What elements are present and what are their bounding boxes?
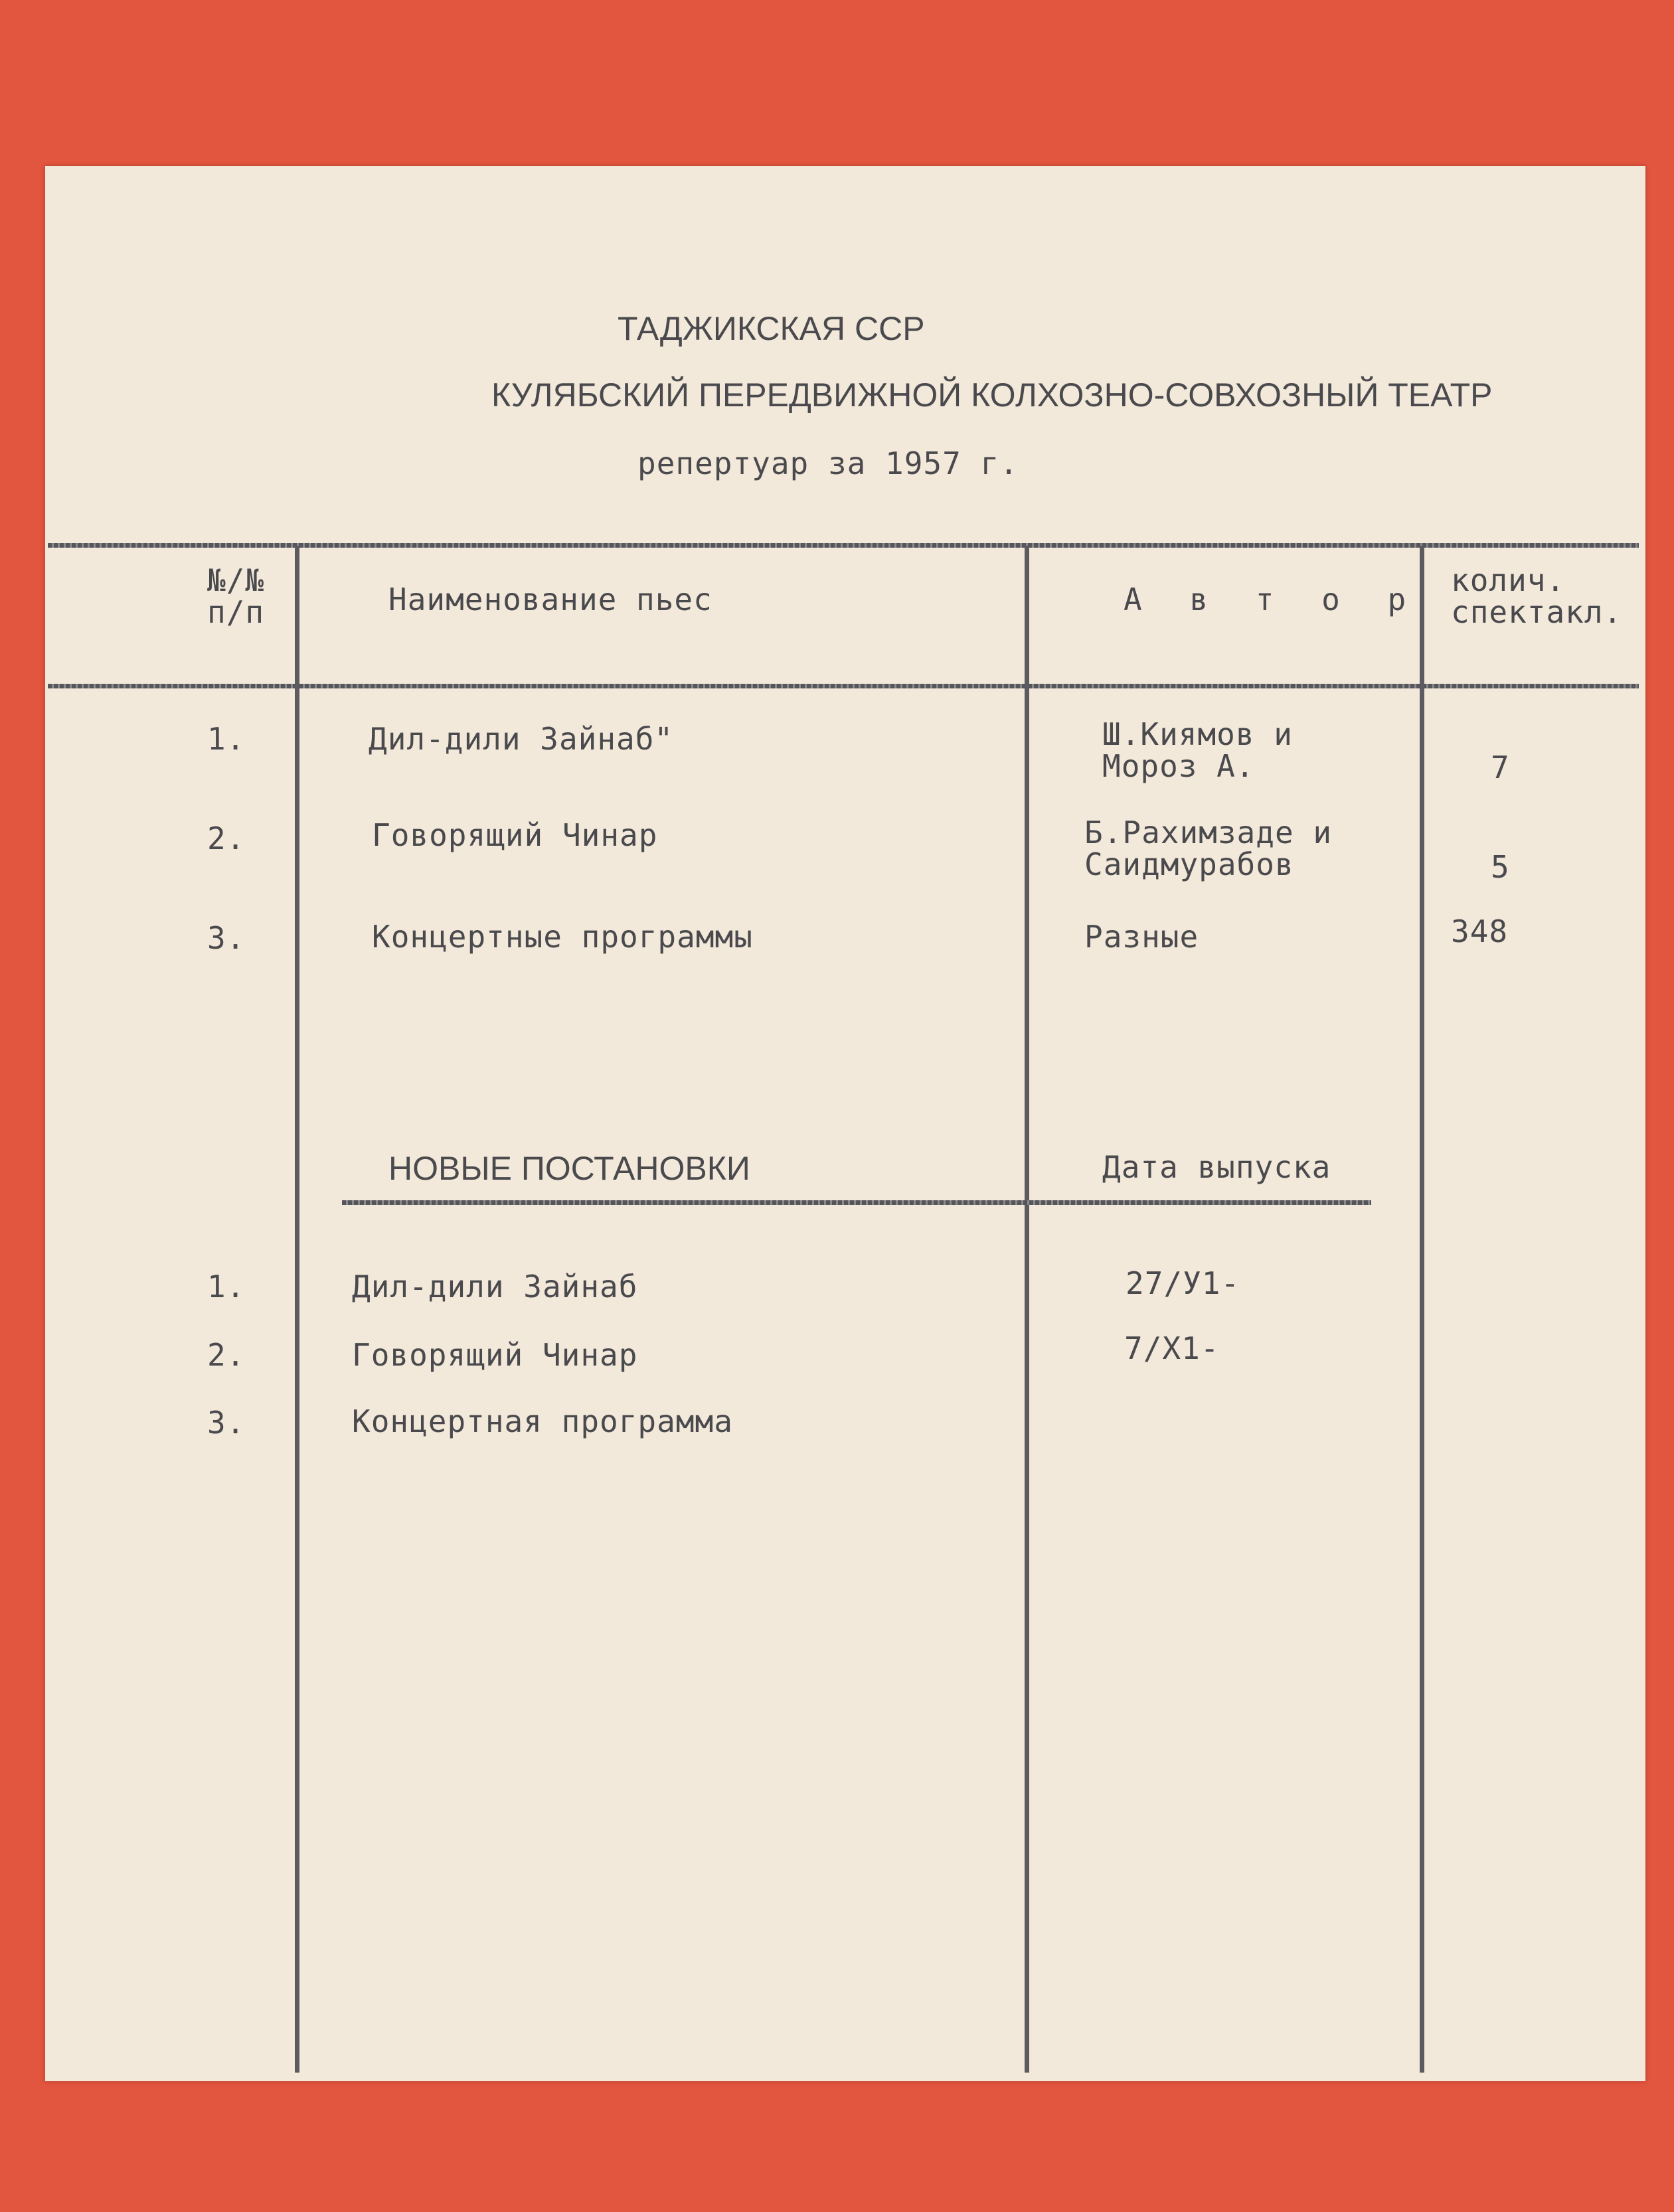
new-row-1-number: 1. — [207, 1269, 246, 1304]
new-row-3-name: Концертная программа — [352, 1403, 733, 1439]
row-1-play-name: Дил-дили Зайнаб" — [369, 721, 674, 757]
table-top-rule — [48, 543, 1639, 548]
row-3-play-name: Концертные программы — [372, 919, 753, 955]
header-play-name: Наименование пьес — [388, 582, 712, 617]
header-performance-count: колич. спектакл. — [1451, 562, 1623, 630]
new-productions-rule — [342, 1200, 1371, 1205]
row-3-author: Разные — [1084, 919, 1199, 955]
header-repertoire-year: репертуар за 1957 г. — [637, 445, 1019, 481]
new-row-3-number: 3. — [207, 1405, 246, 1441]
row-3-number: 3. — [207, 920, 246, 956]
column-divider-author — [1420, 546, 1424, 2073]
row-1-author: Ш.Киямов и Мороз А. — [1102, 716, 1293, 784]
new-row-2-name: Говорящий Чинар — [352, 1337, 638, 1373]
row-2-count: 5 — [1491, 849, 1510, 885]
header-author: А в т о р — [1124, 582, 1421, 617]
new-productions-title: НОВЫЕ ПОСТАНОВКИ — [388, 1150, 750, 1187]
new-row-2-date: 7/Х1- — [1124, 1330, 1220, 1366]
column-divider-name — [1025, 546, 1029, 2073]
new-row-2-number: 2. — [207, 1337, 246, 1373]
new-row-1-name: Дил-дили Зайнаб — [352, 1269, 638, 1304]
row-1-number: 1. — [207, 721, 246, 757]
header-theatre-name: КУЛЯБСКИЙ ПЕРЕДВИЖНОЙ КОЛХОЗНО-СОВХОЗНЫЙ ТЕАТР — [491, 376, 1493, 414]
column-divider-number — [295, 546, 299, 2073]
row-1-count: 7 — [1491, 750, 1510, 785]
new-row-1-date: 27/У1- — [1126, 1265, 1240, 1301]
row-2-author: Б.Рахимзаде и Саидмурабов — [1084, 815, 1333, 882]
row-3-count: 348 — [1451, 913, 1509, 949]
row-2-play-name: Говорящий Чинар — [372, 817, 658, 853]
table-header-rule — [48, 684, 1639, 688]
header-number: №/№ п/п — [207, 562, 265, 630]
new-productions-date-header: Дата выпуска — [1102, 1149, 1331, 1185]
header-republic: ТАДЖИКСКАЯ ССР — [618, 310, 925, 347]
row-2-number: 2. — [207, 821, 246, 856]
